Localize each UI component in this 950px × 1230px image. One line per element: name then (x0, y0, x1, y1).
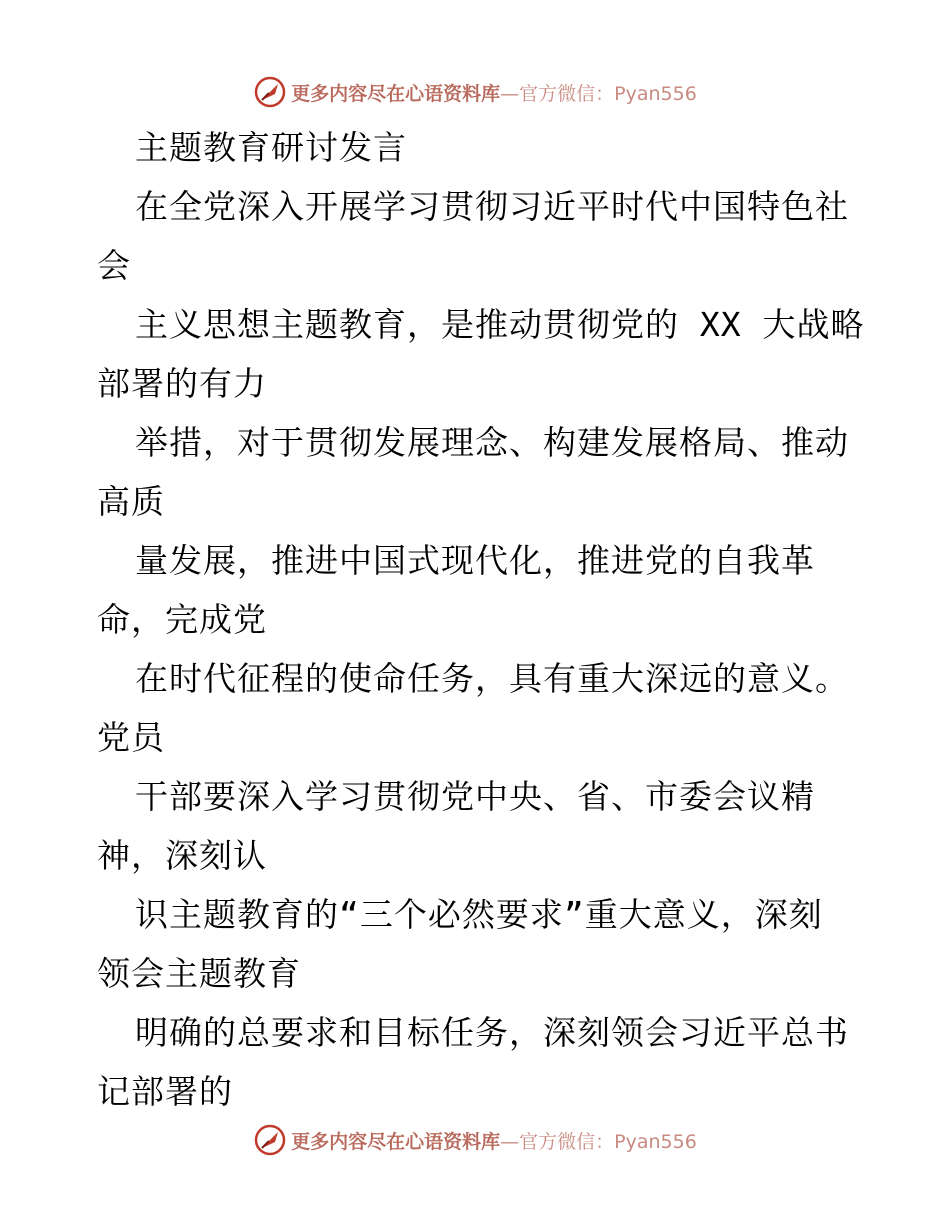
header-banner (0, 72, 950, 112)
text-line: 在时代征程的使命任务，具有重大深远的意义。 (135, 659, 849, 698)
text-line: 主义思想主题教育，是推动贯彻党的 XX 大战略 (135, 305, 865, 344)
banner-site-text: 更多内容尽在心语资料库 (291, 1130, 501, 1153)
banner-contact-text: —官方微信：Pyan556 (500, 82, 697, 105)
document-body (97, 118, 865, 1121)
text-line: 量发展，推进中国式现代化，推进党的自我革 (135, 541, 815, 580)
text-line: 干部要深入学习贯彻党中央、省、市委会议精 (135, 777, 815, 816)
text-line: 举措，对于贯彻发展理念、构建发展格局、推动 (135, 423, 849, 462)
text-line: 记部署的 (97, 1072, 233, 1111)
text-line: 部署的有力 (97, 364, 267, 403)
text-line: 党员 (97, 718, 165, 757)
text-line: 明确的总要求和目标任务，深刻领会习近平总书 (135, 1013, 849, 1052)
text-line: 命，完成党 (97, 600, 267, 639)
text-line: 神，深刻认 (97, 836, 267, 875)
quill-logo-icon (253, 1123, 287, 1157)
banner-site-text: 更多内容尽在心语资料库 (291, 82, 501, 105)
banner-contact-text: —官方微信：Pyan556 (500, 1130, 697, 1153)
footer-banner (0, 1120, 950, 1160)
text-line: 高质 (97, 482, 165, 521)
quill-logo-icon (253, 75, 287, 109)
text-line: 识主题教育的“三个必然要求”重大意义，深刻 (135, 895, 823, 934)
text-line: 会 (97, 246, 131, 285)
text-line: 领会主题教育 (97, 954, 301, 993)
document-title: 主题教育研讨发言 (135, 128, 407, 167)
text-line: 在全党深入开展学习贯彻习近平时代中国特色社 (135, 187, 849, 226)
